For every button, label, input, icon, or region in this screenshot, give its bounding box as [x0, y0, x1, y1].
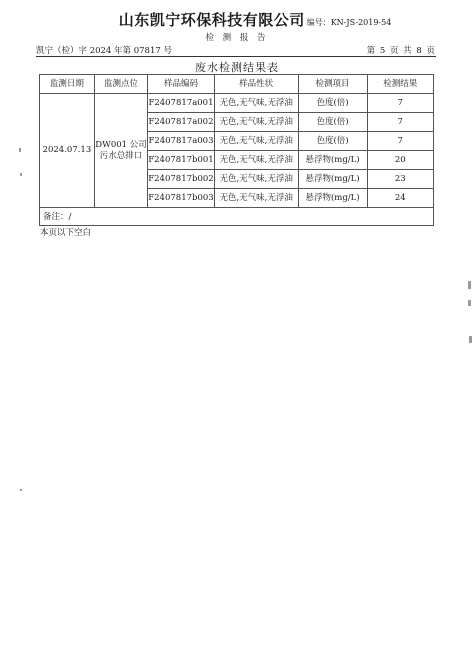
sample-nature: 无色,无气味,无浮油 — [214, 170, 298, 189]
sample-code: F2407817b002 — [148, 170, 214, 189]
sample-code: F2407817a003 — [148, 132, 214, 151]
monitoring-date: 2024.07.13 — [40, 94, 95, 208]
scan-speck — [469, 336, 472, 343]
page-info: 第 5 页 共 8 页 — [366, 46, 436, 56]
scan-speck — [20, 173, 22, 176]
test-item: 悬浮物(mg/L) — [298, 151, 367, 170]
sample-nature: 无色,无气味,无浮油 — [214, 151, 298, 170]
column-header: 样品编码 — [148, 75, 214, 94]
scan-speck — [19, 148, 21, 152]
table-row — [40, 94, 434, 113]
column-header: 样品性状 — [214, 75, 298, 94]
test-item: 色度(倍) — [298, 132, 367, 151]
report-subtitle: 检 测 报 告 — [205, 33, 269, 43]
test-item: 色度(倍) — [298, 94, 367, 113]
company-title — [0, 9, 474, 30]
test-result: 24 — [367, 189, 434, 208]
scan-speck — [20, 489, 22, 491]
test-item: 色度(倍) — [298, 113, 367, 132]
table-title: 废水检测结果表 — [195, 61, 279, 74]
report-reference-line — [36, 44, 436, 57]
test-item: 悬浮物(mg/L) — [298, 189, 367, 208]
sample-code: F2407817b001 — [148, 151, 214, 170]
column-header: 监测日期 — [40, 75, 95, 94]
column-header: 检测结果 — [367, 75, 434, 94]
table-header-row — [40, 75, 434, 94]
document-number: 编号：KN-JS-2019-54 — [306, 18, 392, 27]
test-item: 悬浮物(mg/L) — [298, 170, 367, 189]
company-name: 山东凯宁环保科技有限公司 — [118, 11, 305, 29]
sample-code: F2407817b003 — [148, 189, 214, 208]
scan-speck — [468, 300, 471, 306]
column-header: 检测项目 — [298, 75, 367, 94]
sample-nature: 无色,无气味,无浮油 — [214, 189, 298, 208]
test-result: 20 — [367, 151, 434, 170]
remark-row — [40, 208, 434, 226]
scan-speck — [468, 281, 471, 289]
report-reference: 凯宁（检）字 2024 年第 07817 号 — [36, 46, 172, 56]
sample-nature: 无色,无气味,无浮油 — [214, 132, 298, 151]
sample-nature: 无色,无气味,无浮油 — [214, 94, 298, 113]
wastewater-results-table — [39, 74, 434, 226]
test-result: 23 — [367, 170, 434, 189]
sample-code: F2407817a001 — [148, 94, 214, 113]
remark: 备注：/ — [40, 208, 434, 226]
sample-code: F2407817a002 — [148, 113, 214, 132]
test-result: 7 — [367, 94, 434, 113]
column-header: 监测点位 — [94, 75, 147, 94]
test-result: 7 — [367, 113, 434, 132]
sample-nature: 无色,无气味,无浮油 — [214, 113, 298, 132]
monitoring-point: DW001 公司污水总排口 — [94, 94, 147, 208]
blank-below-note: 本页以下空白 — [40, 228, 92, 238]
test-result: 7 — [367, 132, 434, 151]
